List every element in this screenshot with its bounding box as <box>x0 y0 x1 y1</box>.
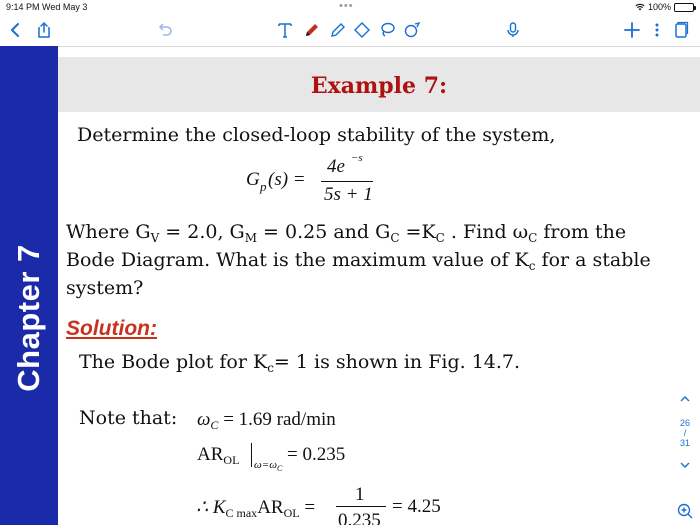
math-eval-subscript: $\omega=\omega_C$ <box>254 459 283 474</box>
math-kcmax-line: ∴ $K_{C max}AR_{OL}$ = <box>196 497 316 520</box>
share-icon[interactable] <box>34 20 54 40</box>
current-page: 26 <box>679 418 690 428</box>
multitasking-dots[interactable]: ••• <box>339 0 354 12</box>
eraser-icon[interactable] <box>352 20 372 40</box>
math-fraction-denominator: 0.235 <box>338 510 381 525</box>
status-date: Wed May 3 <box>42 2 88 12</box>
eq-exponent: −s <box>351 152 363 164</box>
where-line-1: Where $G_V = 2.0$, $G_M = 0.25$ and $G_C =K_C$ . Find $\omega_C$ from the <box>66 221 627 245</box>
status-right <box>635 2 694 12</box>
eq-denominator: 5s + 1 <box>324 184 373 205</box>
page-separator: / <box>683 428 687 438</box>
shapes-icon[interactable] <box>402 20 422 40</box>
math-arol-line: $AR_{OL}$ <box>197 444 240 467</box>
eq-lhs-sub: p <box>260 179 267 194</box>
eq-lhs-arg: (s) = <box>268 169 306 190</box>
math-arol-value: = 0.235 <box>287 444 346 465</box>
transfer-function-equation <box>246 152 386 212</box>
status-bar <box>0 0 700 14</box>
pen-icon[interactable] <box>302 20 322 40</box>
highlighter-icon[interactable] <box>328 20 348 40</box>
where-line-3: system? <box>66 277 144 299</box>
where-line-2: Bode Diagram. What is the maximum value of $K_c$ for a stable <box>66 249 651 273</box>
total-pages: 31 <box>679 438 690 448</box>
page-view-icon[interactable] <box>671 20 691 40</box>
math-result: = 4.25 <box>392 496 441 517</box>
toolbar <box>0 14 700 48</box>
solution-heading: Solution: <box>66 317 157 340</box>
wifi-icon <box>635 3 645 11</box>
battery-percent: 100% <box>647 2 671 12</box>
math-wc-line: $\omega_C = 1.69$ rad/min <box>197 409 336 432</box>
eq-numerator: 4e <box>327 156 345 177</box>
undo-icon[interactable] <box>155 20 175 40</box>
eq-fraction-bar <box>321 181 373 182</box>
bode-plot-text: The Bode plot for $K_c= 1$ is shown in Fig. 14.7. <box>79 351 521 375</box>
text-tool-icon[interactable] <box>275 20 295 40</box>
microphone-icon[interactable] <box>503 20 523 40</box>
chapter-label: Chapter 7 <box>11 244 46 392</box>
page-navigator <box>672 392 698 478</box>
lasso-icon[interactable] <box>377 20 397 40</box>
slide-title: Example 7: <box>310 73 448 99</box>
intro-text: Determine the closed-loop stability of the system, <box>77 124 556 146</box>
page-up-icon[interactable] <box>678 394 692 404</box>
eq-lhs: G <box>246 169 260 190</box>
title-band <box>58 57 700 112</box>
more-icon[interactable] <box>647 20 667 40</box>
note-label: Note that: <box>79 407 178 429</box>
zoom-in-icon[interactable] <box>676 502 694 520</box>
status-time: 9:14 PM <box>6 2 40 12</box>
page-down-icon[interactable] <box>678 460 692 470</box>
math-fraction-numerator: 1 <box>355 484 365 505</box>
eval-bar <box>251 443 252 467</box>
math-fraction-bar <box>336 506 386 507</box>
battery-icon <box>674 3 694 12</box>
page-divider <box>0 46 700 47</box>
add-icon[interactable] <box>622 20 642 40</box>
back-chevron-icon[interactable] <box>6 20 26 40</box>
